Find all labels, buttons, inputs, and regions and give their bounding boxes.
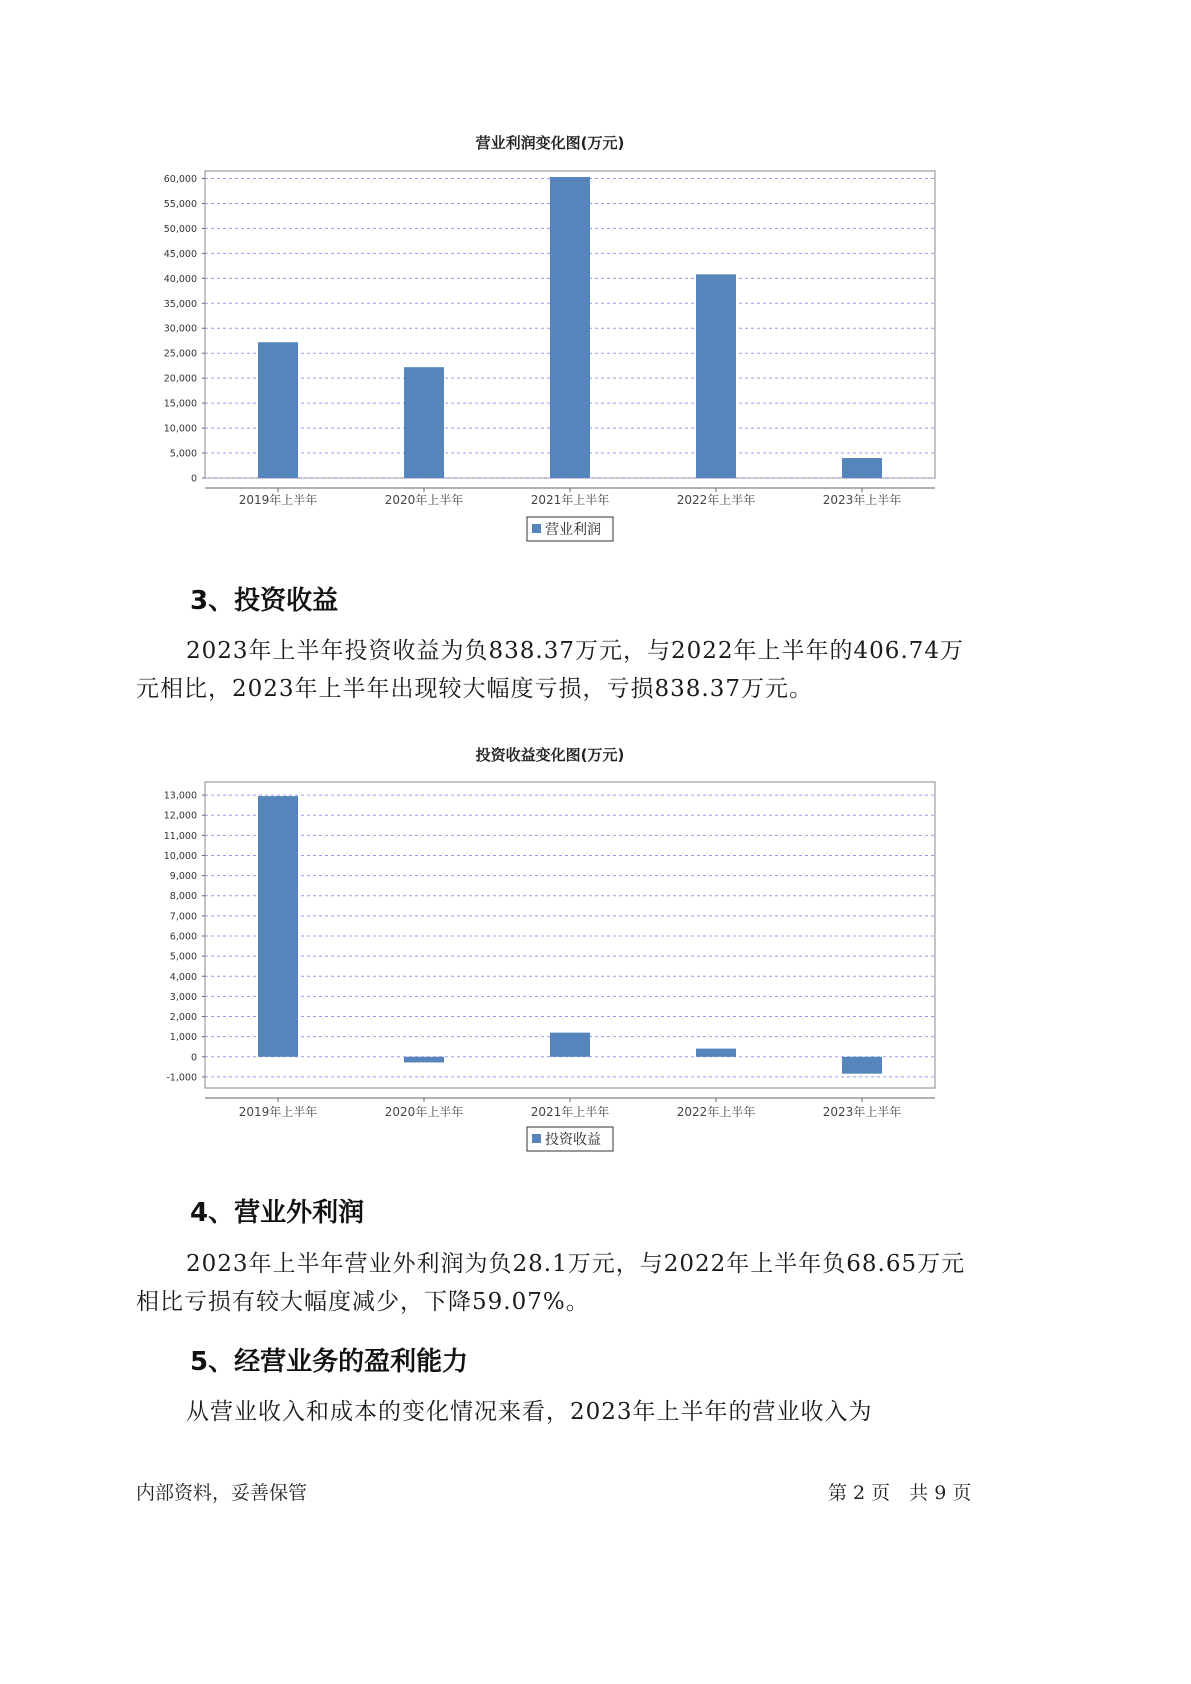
chart2-title: 投资收益变化图(万元)	[475, 746, 625, 764]
x-tick-label: 2022年上半年	[676, 493, 756, 507]
footer-confidential-note: 内部资料，妥善保管	[136, 1482, 308, 1504]
chart1-title: 营业利润变化图(万元)	[475, 134, 625, 152]
x-tick-label: 2023年上半年	[822, 493, 902, 507]
x-tick-label: 2021年上半年	[530, 493, 610, 507]
bar	[550, 1033, 590, 1057]
y-tick-label: 40,000	[163, 273, 197, 285]
section-4-heading: 4、营业外利润	[190, 1198, 365, 1228]
legend	[527, 1127, 613, 1151]
y-tick-label: 20,000	[163, 373, 197, 385]
x-tick-label: 2020年上半年	[384, 493, 464, 507]
bar	[696, 274, 736, 478]
x-tick-label: 2020年上半年	[384, 1105, 464, 1119]
y-tick-label: 15,000	[163, 398, 197, 410]
bar	[258, 342, 298, 478]
y-tick-label: 60,000	[163, 173, 197, 185]
section-5-heading: 5、经营业务的盈利能力	[190, 1347, 469, 1377]
section-3-paragraph: 2023年上半年投资收益为负838.37万元，与2022年上半年的406.74万元相比，2023年上半年出现较大幅度亏损，亏损838.37万元。	[136, 638, 965, 702]
x-tick-label: 2021年上半年	[530, 1105, 610, 1119]
y-tick-label: 30,000	[163, 323, 197, 335]
y-tick-label: 35,000	[163, 298, 197, 310]
x-tick-label: 2019年上半年	[238, 493, 318, 507]
bar	[404, 367, 444, 478]
legend-label: 投资收益	[545, 1132, 601, 1148]
bar	[258, 796, 298, 1057]
section-4-paragraph: 2023年上半年营业外利润为负28.1万元，与2022年上半年负68.65万元相比亏损有较大幅度减少，下降59.07%。	[136, 1251, 966, 1315]
investment-income-chart	[0, 760, 1100, 1170]
y-tick-label: 0	[190, 473, 197, 485]
y-tick-label: 7,000	[169, 911, 197, 923]
legend	[527, 517, 613, 541]
section-3-heading: 3、投资收益	[190, 586, 339, 616]
y-tick-label: 12,000	[163, 810, 197, 822]
footer-page-number: 第 2 页 共 9 页	[828, 1482, 972, 1504]
bar	[550, 177, 590, 478]
bar	[842, 1057, 882, 1074]
legend-swatch	[532, 524, 541, 533]
y-tick-label: 2,000	[169, 1012, 197, 1024]
y-tick-label: 10,000	[163, 423, 197, 435]
x-tick-label: 2019年上半年	[238, 1105, 318, 1119]
section-5-paragraph: 从营业收入和成本的变化情况来看，2023年上半年的营业收入为	[186, 1399, 873, 1425]
legend-swatch	[532, 1134, 541, 1143]
y-tick-label: 8,000	[169, 891, 197, 903]
y-tick-label: 3,000	[169, 991, 197, 1003]
y-tick-label: 6,000	[169, 931, 197, 943]
y-tick-label: 45,000	[163, 248, 197, 260]
x-tick-label: 2023年上半年	[822, 1105, 902, 1119]
bar	[842, 458, 882, 478]
y-tick-label: -1,000	[166, 1072, 197, 1084]
bar	[696, 1049, 736, 1057]
bar	[404, 1057, 444, 1063]
legend-label: 营业利润	[545, 522, 601, 538]
y-tick-label: 9,000	[169, 871, 197, 883]
y-tick-label: 0	[190, 1052, 197, 1064]
operating-profit-chart	[0, 150, 1100, 560]
y-tick-label: 55,000	[163, 198, 197, 210]
y-tick-label: 13,000	[163, 790, 197, 802]
y-tick-label: 25,000	[163, 348, 197, 360]
y-tick-label: 11,000	[163, 830, 197, 842]
x-tick-label: 2022年上半年	[676, 1105, 756, 1119]
y-tick-label: 1,000	[169, 1032, 197, 1044]
y-tick-label: 5,000	[169, 951, 197, 963]
y-tick-label: 4,000	[169, 971, 197, 983]
y-tick-label: 5,000	[169, 448, 197, 460]
y-tick-label: 10,000	[163, 850, 197, 862]
y-tick-label: 50,000	[163, 223, 197, 235]
